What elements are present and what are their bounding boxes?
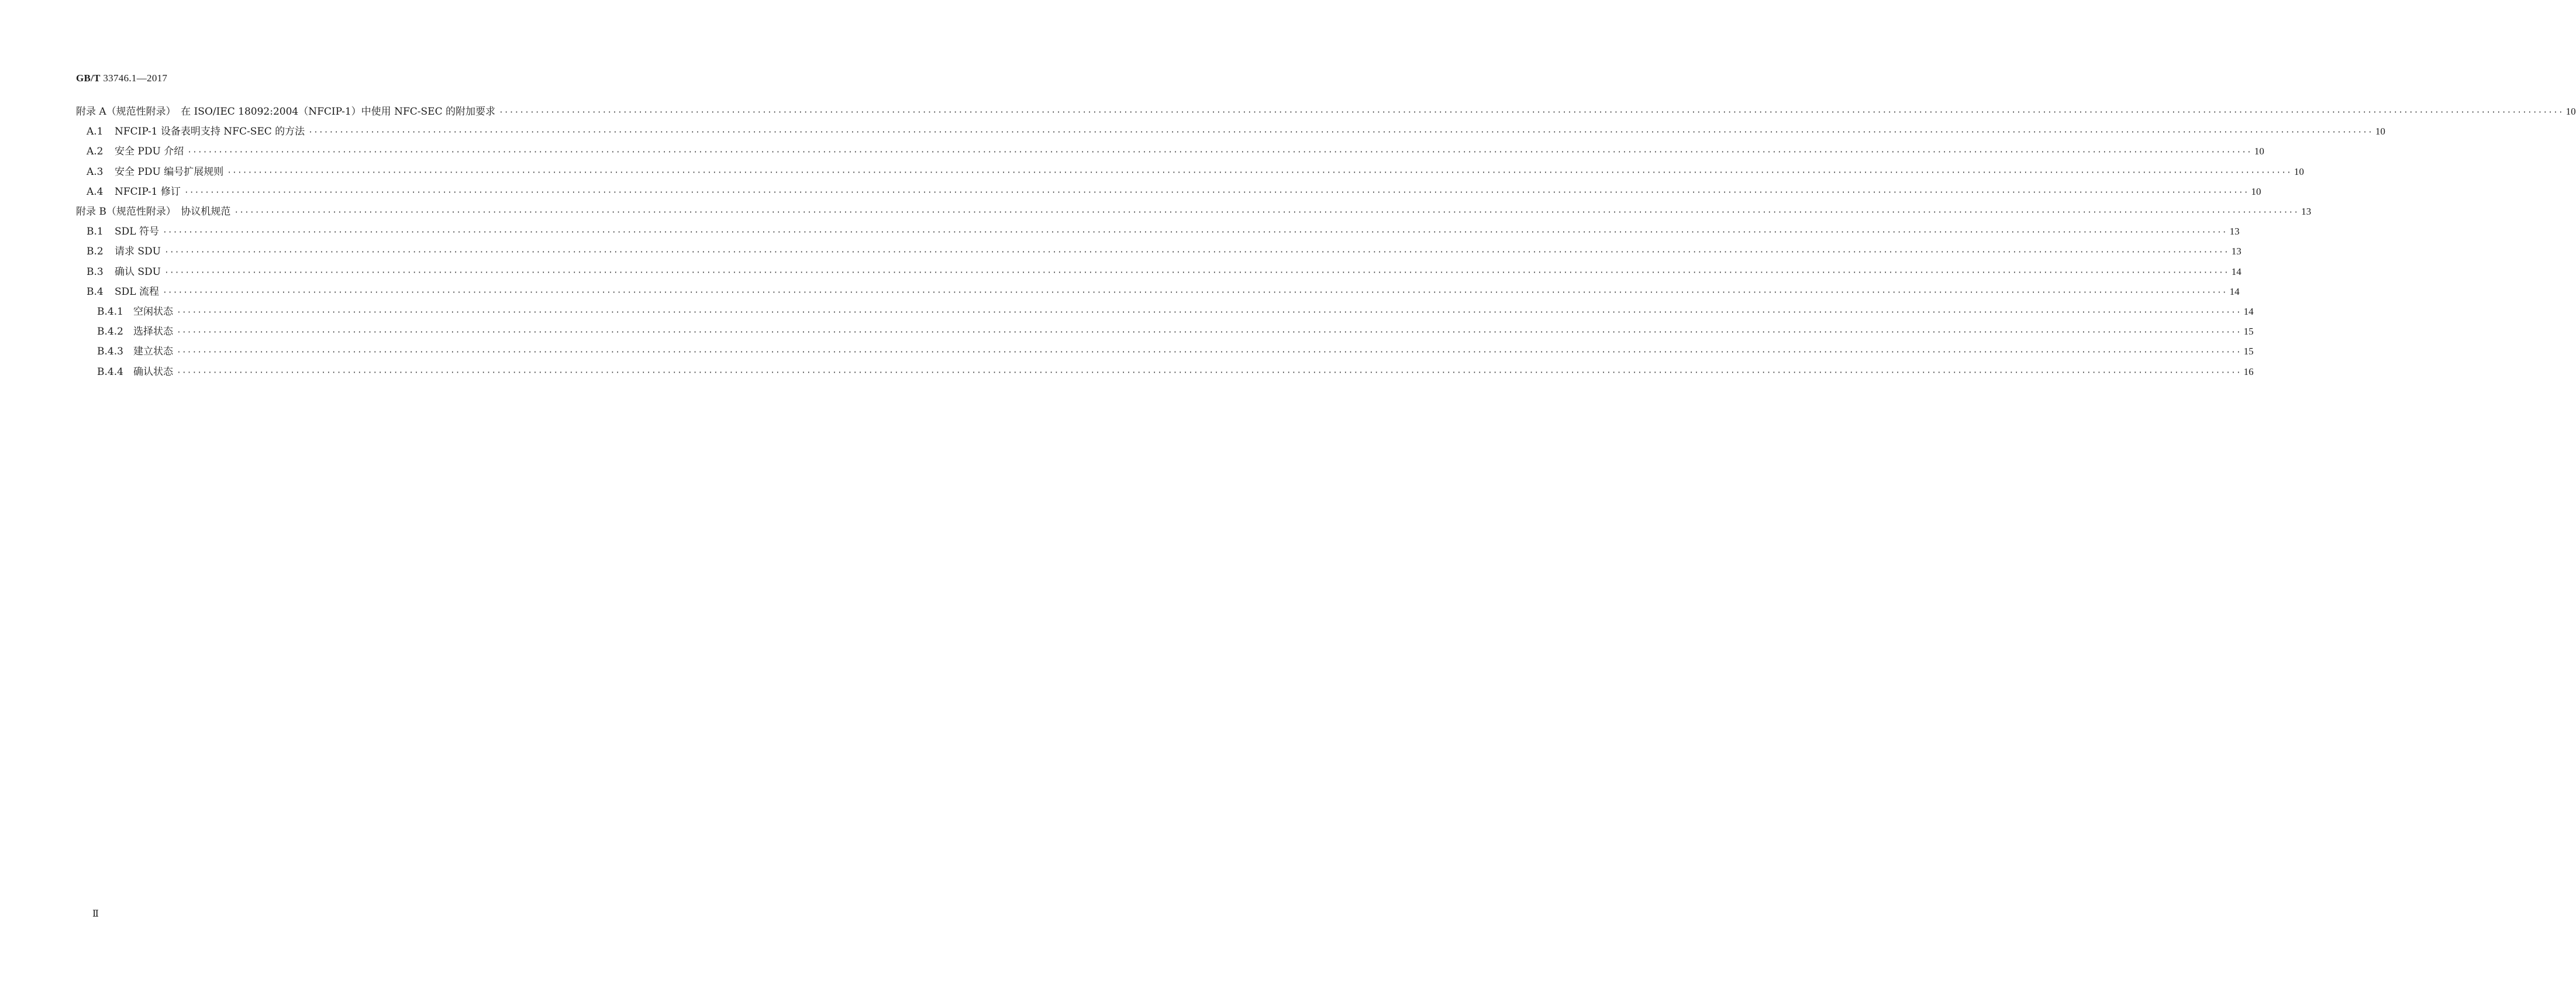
standard-code	[76, 73, 167, 84]
toc-entry-page: 10	[2254, 146, 2264, 157]
toc-dot-leader: ················································································································································································································································································································································································································	[177, 368, 2242, 377]
toc-entry-title: 请求 SDU	[115, 246, 161, 258]
toc-entry-page: 10	[2294, 166, 2304, 177]
toc-dot-leader: ················································································································································································································································································································································································································	[234, 208, 2299, 217]
toc-entry-number: A.2	[87, 146, 104, 158]
toc-entry[interactable]	[87, 263, 2242, 278]
toc-dot-leader: ················································································································································································································································································································································································································	[227, 168, 2292, 177]
toc-entry-number: A.3	[87, 166, 104, 178]
toc-entry[interactable]	[87, 123, 2385, 138]
toc-dot-leader: ················································································································································································································································································································································································································	[177, 328, 2242, 337]
toc-dot-leader: ················································································································································································································································································································································································································	[164, 248, 2229, 257]
toc-entry[interactable]	[76, 103, 2576, 118]
toc-entry-title: （规范性附录） 在 ISO/IEC 18092:2004（NFCIP-1）中使用 NFC-SEC 的附加要求	[106, 106, 495, 118]
toc-entry-number: B.4.2	[97, 326, 123, 338]
toc-entry-title: 选择状态	[133, 326, 173, 338]
toc-entry[interactable]	[87, 283, 2240, 298]
toc-entry-number: B.3	[87, 266, 104, 278]
toc-entry-page: 16	[2243, 366, 2254, 377]
toc-entry-title: 空闲状态	[133, 306, 173, 318]
toc-entry-page: 13	[2301, 206, 2312, 217]
toc-dot-leader: ················································································································································································································································································································································································································	[162, 228, 2227, 237]
toc-entry-number: 附录 A	[76, 106, 106, 118]
toc-entry-page: 10	[2251, 185, 2261, 197]
toc-dot-leader: ················································································································································································································································································································································································································	[177, 308, 2242, 317]
toc-entry[interactable]	[87, 223, 2240, 238]
toc-entry[interactable]	[97, 303, 2254, 318]
toc-entry-page: 15	[2243, 326, 2254, 337]
toc-entry-page: 14	[2243, 306, 2254, 317]
toc-entry[interactable]	[97, 363, 2254, 378]
toc-dot-leader: ················································································································································································································································································································································································································	[164, 268, 2229, 277]
toc-entry[interactable]	[97, 323, 2254, 338]
toc-entry-number: B.4.1	[97, 306, 123, 318]
standard-code-number: 33746.1—2017	[100, 73, 168, 84]
standard-code-prefix: GB/T	[76, 73, 101, 84]
toc-entry-title: NFCIP-1 设备表明支持 NFC-SEC 的方法	[115, 126, 305, 138]
toc-entry[interactable]	[97, 343, 2254, 358]
toc-dot-leader: ················································································································································································································································································································································································································	[308, 128, 2373, 137]
toc-entry-title: 安全 PDU 介绍	[115, 146, 184, 158]
toc-entry-title: SDL 流程	[115, 285, 159, 298]
toc-entry-number: B.4.4	[97, 366, 123, 378]
toc-entry-title: 安全 PDU 编号扩展规则	[115, 166, 224, 178]
toc-entry-title: 建立状态	[133, 346, 173, 358]
toc-entry[interactable]	[87, 243, 2242, 258]
toc-entry-page: 13	[2231, 246, 2242, 257]
toc-entry-title: SDL 符号	[115, 226, 159, 238]
toc-entry[interactable]	[87, 163, 2304, 178]
toc-dot-leader: ················································································································································································································································································································································································································	[177, 348, 2242, 357]
toc-entry[interactable]	[87, 183, 2261, 198]
toc-entry-title: （规范性附录） 协议机规范	[106, 206, 231, 218]
toc-dot-leader: ················································································································································································································································································································································································································	[498, 108, 2564, 117]
toc-entry-title: 确认状态	[133, 366, 173, 378]
toc-entry-number: B.4	[87, 285, 104, 298]
toc-entry-page: 13	[2229, 226, 2240, 237]
toc-dot-leader: ················································································································································································································································································································································································································	[184, 188, 2249, 197]
toc-entry-title: 确认 SDU	[115, 266, 161, 278]
toc-dot-leader: ················································································································································································································································································································································································································	[162, 288, 2227, 297]
toc-entry-page: 10	[2565, 106, 2576, 117]
toc-entry-number: A.4	[87, 185, 104, 198]
page-number: Ⅱ	[92, 909, 99, 919]
toc-entry-page: 14	[2231, 266, 2242, 277]
toc-entry-number: B.4.3	[97, 346, 123, 358]
toc-entry-number: B.2	[87, 246, 104, 258]
toc-entry-title: NFCIP-1 修订	[115, 185, 181, 198]
toc-entry-number: B.1	[87, 226, 104, 238]
toc-entry[interactable]	[76, 203, 2312, 218]
toc-entry-page: 15	[2243, 346, 2254, 357]
toc-entry[interactable]	[87, 143, 2264, 158]
toc-dot-leader: ················································································································································································································································································································································································································	[187, 148, 2252, 157]
toc-entry-page: 14	[2229, 285, 2240, 297]
toc-entry-number: 附录 B	[76, 206, 106, 218]
toc-entry-number: A.1	[87, 126, 104, 138]
toc-entry-page: 10	[2375, 126, 2385, 137]
